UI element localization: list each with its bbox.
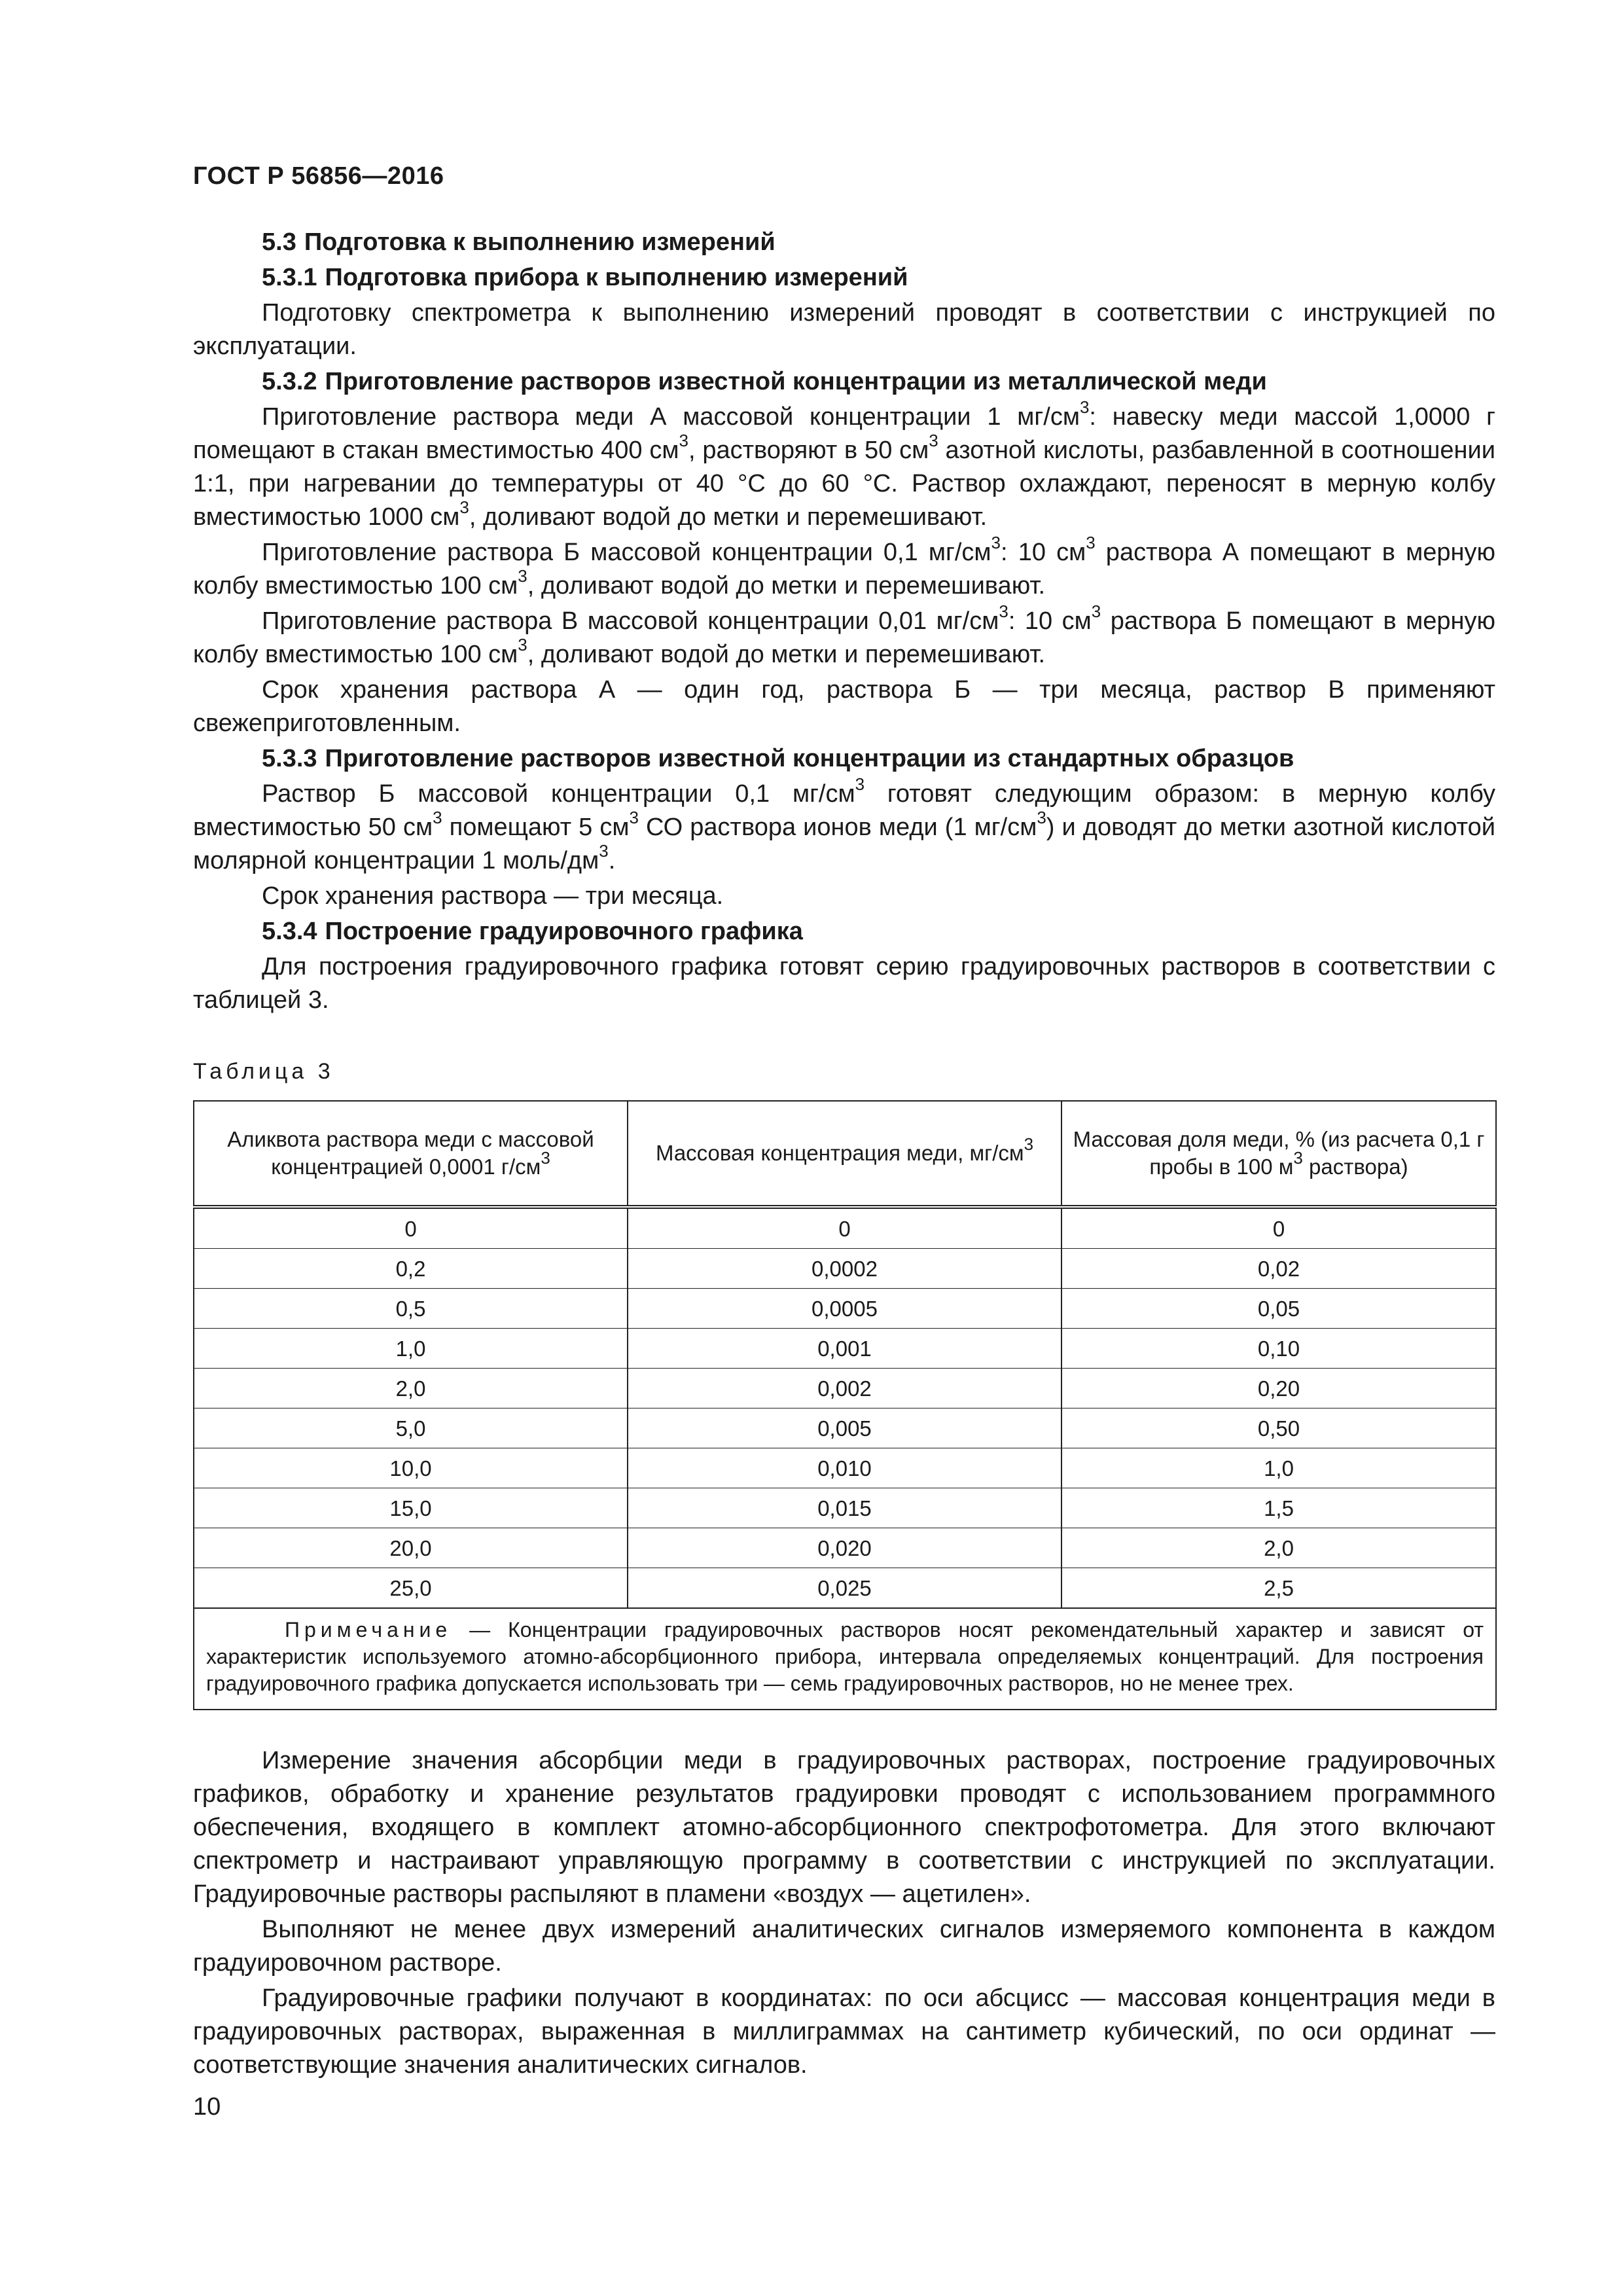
table-row [194, 1568, 1496, 1609]
section-heading-5-3-3 [193, 742, 1495, 776]
table-cell: 0,5 [194, 1289, 628, 1329]
section-number: 5.3.2 [262, 368, 317, 395]
table-row [194, 1528, 1496, 1568]
table-row [194, 1207, 1496, 1249]
table-cell: 0,05 [1061, 1289, 1496, 1329]
section-title: Приготовление растворов известной концентрации из стандартных образцов [325, 745, 1294, 772]
paragraph: Градуировочные графики получают в координатах: по оси абсцисс — массовая концентрация меди в градуировочных растворах, выраженная в миллиграммах на сантиметр кубический, по оси ординат — соответствующие значения аналитических сигналов. [193, 1984, 1495, 2079]
table-cell: 1,0 [194, 1329, 628, 1369]
table-note [194, 1608, 1496, 1710]
table-cell: 10,0 [194, 1448, 628, 1488]
paragraph: Срок хранения раствора — три месяца. [262, 882, 724, 910]
table-cell: 2,5 [1061, 1568, 1496, 1609]
table-cell: 0 [1061, 1207, 1496, 1249]
table-body [194, 1207, 1496, 1608]
table-cell: 15,0 [194, 1488, 628, 1528]
table-cell: 0,0005 [628, 1289, 1061, 1329]
table-cell: 2,0 [194, 1369, 628, 1408]
table-row [194, 1329, 1496, 1369]
table-row [194, 1369, 1496, 1408]
section-heading-5-3 [193, 226, 1495, 259]
table-cell: 0,50 [1061, 1408, 1496, 1448]
column-header-mass-fraction: Массовая доля меди, % (из расчета 0,1 г пробы в 100 $м^3$ раствора) [1061, 1101, 1496, 1207]
section-heading-5-3-1 [193, 261, 1495, 295]
paragraph: Приготовление раствора Б массовой концентрации 0,1 $мг/см^3$: 10 $см^3$ раствора А помещают в мерную колбу вместимостью 100 $см^3$, доливают водой до метки и перемешивают. [193, 533, 1495, 600]
paragraph: Приготовление раствора меди А массовой концентрации 1 $мг/см^3$: навеску меди массой 1,0000 г помещают в стакан вместимостью 400 $см^3$, растворяют в 50 $см^3$ азотной кислоты, разбавленной в соотношении 1:1, при нагревании до температуры от 40 °С до 60 °С. Раствор охлаждают, переносят в мерную колбу вместимостью 1000 $см^3$, доливают водой до метки и перемешивают. [193, 397, 1495, 531]
table-cell: 0,010 [628, 1448, 1061, 1488]
section-heading-5-3-4 [193, 915, 1495, 948]
column-header-mass-concentration: Массовая концентрация меди, $мг/см^3$ [628, 1101, 1061, 1207]
table-cell: 0 [628, 1207, 1061, 1249]
after-table-text [193, 1744, 1495, 2082]
table-cell: 0,015 [628, 1488, 1061, 1528]
section-title: Приготовление растворов известной концентрации из металлической меди [325, 368, 1267, 395]
table-cell: 0,005 [628, 1408, 1061, 1448]
table-cell: 0,2 [194, 1249, 628, 1289]
section-number: 5.3.1 [262, 264, 317, 291]
section-number: 5.3.4 [262, 918, 317, 945]
table-cell: 0,002 [628, 1369, 1061, 1408]
table-row [194, 1408, 1496, 1448]
table-note-row [194, 1608, 1496, 1710]
table-row [194, 1289, 1496, 1329]
document-header: ГОСТ Р 56856—2016 [193, 162, 444, 190]
table-row [194, 1249, 1496, 1289]
table-cell: 0,02 [1061, 1249, 1496, 1289]
table-row [194, 1488, 1496, 1528]
table-caption: Таблица 3 [193, 1059, 334, 1084]
paragraph: Раствор Б массовой концентрации 0,1 $мг/см^3$ готовят следующим образом: в мерную колбу вместимостью 50 $см^3$ помещают 5 $см^3$ СО раствора ионов меди (1 $мг/см^3$) и доводят до метки азотной кислотой молярной концентрации 1 моль/$дм^3$. [193, 774, 1495, 874]
page-number: 10 [193, 2093, 221, 2121]
table-cell: 1,0 [1061, 1448, 1496, 1488]
paragraph: Приготовление раствора В массовой концентрации 0,01 $мг/см^3$: 10 $см^3$ раствора Б помещают в мерную колбу вместимостью 100 $см^3$, доливают водой до метки и перемешивают. [193, 601, 1496, 668]
table-cell: 0,020 [628, 1528, 1061, 1568]
table-cell: 0,0002 [628, 1249, 1061, 1289]
section-heading-5-3-2 [193, 365, 1495, 399]
section-title: Подготовка к выполнению измерений [304, 228, 776, 256]
section-number: 5.3 [262, 228, 296, 256]
paragraph: Выполняют не менее двух измерений аналитических сигналов измеряемого компонента в каждом градуировочном растворе. [193, 1916, 1495, 1977]
column-header-aliquot: Аликвота раствора меди с массовой концентрацией 0,0001 $г/см^3$ [194, 1101, 628, 1207]
paragraph: Измерение значения абсорбции меди в градуировочных растворах, построение градуировочных графиков, обработку и хранение результатов градуировки проводят с использованием программного обеспечения, входящего в комплект атомно-абсорбционного спектрофотометра. Для этого включают спектрометр и настраивают управляющую программу в соответствии с инструкцией по эксплуатации. Градуировочные растворы распыляют в пламени «воздух — ацетилен». [193, 1747, 1495, 1908]
section-title: Построение градуировочного графика [325, 918, 803, 945]
table-cell: 0,001 [628, 1329, 1061, 1369]
table-cell: 0,10 [1061, 1329, 1496, 1369]
note-label: Примечание [285, 1618, 452, 1641]
document-body [193, 226, 1495, 2084]
section-title: Подготовка прибора к выполнению измерений [325, 264, 908, 291]
paragraph: Срок хранения раствора А — один год, раствора Б — три месяца, раствор В применяют свежеприготовленным. [193, 676, 1495, 737]
section-number: 5.3.3 [262, 745, 317, 772]
paragraph: Для построения градуировочного графика готовят серию градуировочных растворов в соответствии с таблицей 3. [193, 953, 1495, 1014]
table-cell: 1,5 [1061, 1488, 1496, 1528]
table-cell: 25,0 [194, 1568, 628, 1609]
table-row [194, 1448, 1496, 1488]
paragraph: Подготовку спектрометра к выполнению измерений проводят в соответствии с инструкцией по эксплуатации. [193, 299, 1495, 360]
table-cell: 0,20 [1061, 1369, 1496, 1408]
table-header-row [194, 1101, 1496, 1207]
table-cell: 20,0 [194, 1528, 628, 1568]
table-cell: 5,0 [194, 1408, 628, 1448]
table-cell: 0 [194, 1207, 628, 1249]
table-cell: 0,025 [628, 1568, 1061, 1609]
calibration-table [193, 1100, 1497, 1710]
table-cell: 2,0 [1061, 1528, 1496, 1568]
note-text: — Концентрации градуировочных растворов носят рекомендательный характер и зависят от характеристик используемого атомно-абсорбционного прибора, интервала определяемых концентраций. Для построения градуировочного графика допускается использовать три — семь градуировочных растворов, но не менее трех. [206, 1618, 1484, 1695]
